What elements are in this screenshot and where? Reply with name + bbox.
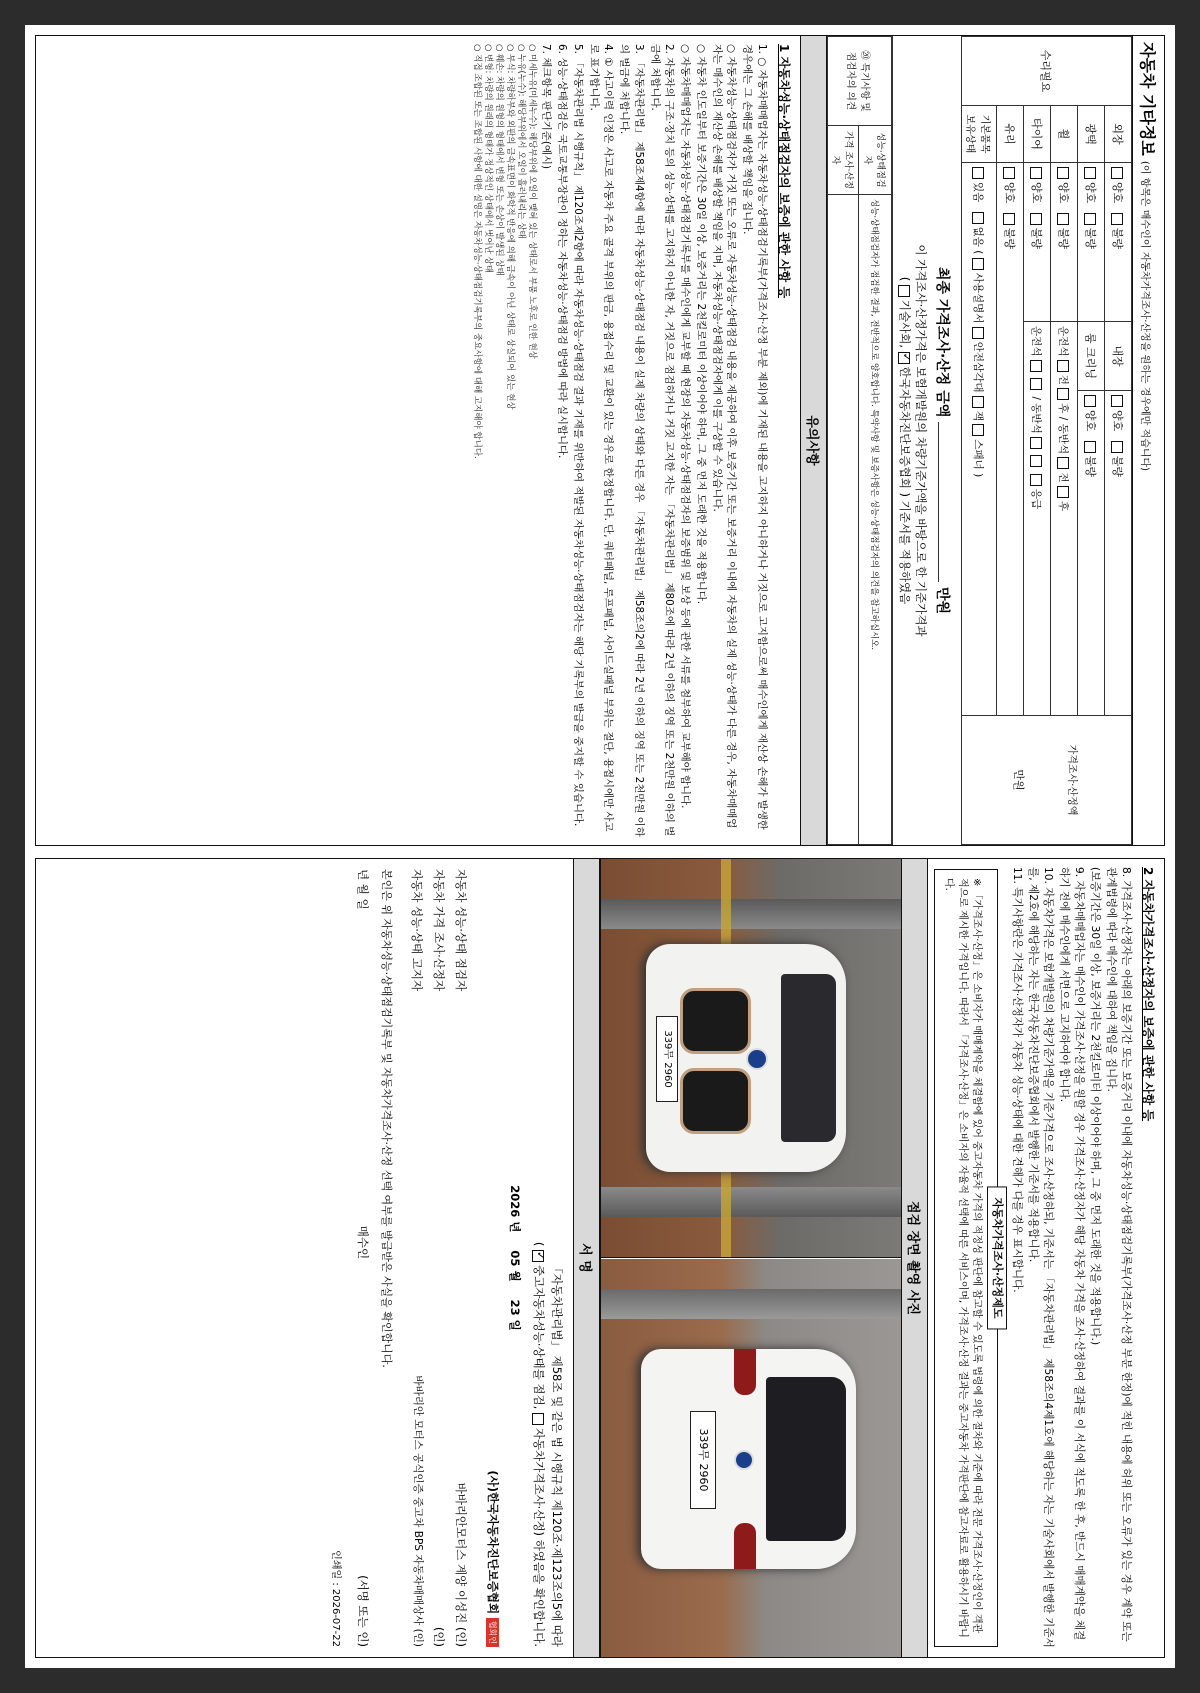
repair-row-label: 유리	[997, 106, 1024, 163]
buyer-sign: (서명 또는 인)	[356, 1575, 371, 1647]
opinion-table: ⑳ 특기사항 및 점검자의 의견 성능·상태점검자 성능·상태점검자가 점검한 결과, 전반적으로 양호합니다. 특약사항 및 보증사항은 성능·상태점검자의 의견을 참고하십시오. 가격 조사·산정자	[827, 36, 892, 845]
checkbox[interactable]	[1031, 360, 1043, 372]
checkbox[interactable]	[1084, 395, 1096, 407]
final-price-section: 최종 가격조사·산정 금액 만원 이 가격조사·산정가격은 보험개발원의 차량기준가액을 바탕으로 한 기준가격과 ( 기술사회, ✓한국자동차진단보증협회 ) 기준서를 적용하였음	[892, 36, 961, 845]
sign-statement: 「자동차관리법」 제58조 및 같은 법 시행규칙 제120조·제123조의5에 따라	[549, 1262, 564, 1647]
checkbox[interactable]	[1031, 455, 1043, 467]
checkbox[interactable]	[1111, 395, 1123, 407]
checkbox[interactable]	[1058, 457, 1070, 469]
checkbox-checked[interactable]	[532, 1250, 544, 1262]
association-seal-icon: 협회인	[486, 1618, 499, 1647]
repair-table: 수리필요 외장 양호 불량 내장 양호 불량 가격조사·산정액 만원 광택 양호 불량 룸 크리닝 양호 불량 휠 양호 불량 운전석 전 후 / 동반석 전 후 타이어 양호 불량 운전석 / 동반석 응급 유리 양호 불량 기본품목 보유상태 있음 없음 ( 사용설명서 안전삼각대 잭 스패너 )	[961, 36, 1132, 845]
checkbox[interactable]	[1058, 486, 1070, 498]
buyer-line: 년 월 일 매수인 (서명 또는 인)	[356, 869, 371, 1647]
price-system-title: 자동차가격조사·산정제도	[987, 1186, 1006, 1329]
final-price-basis: 이 가격조사·산정가격은 보험개발원의 차량기준가액을 바탕으로 한 기준가격과	[914, 244, 928, 637]
checkbox[interactable]	[973, 212, 985, 224]
price-notes-title: 2 자동차가격조사·산정자의 보증에 관한 사항 등	[1141, 867, 1155, 1122]
checkbox[interactable]	[1003, 167, 1015, 179]
front-photo	[601, 859, 901, 1258]
checkbox[interactable]	[1030, 213, 1042, 225]
checkbox[interactable]	[973, 258, 985, 270]
car-rear	[641, 1349, 856, 1569]
signer-name: 바바리안모터스 계양 이성진	[453, 1482, 468, 1624]
rear-plate: 339무 2960	[690, 1411, 716, 1509]
print-date: 인쇄일 : 2026-07-22	[330, 1550, 342, 1647]
opinion-label: 성능·상태점검자	[859, 126, 892, 195]
price-notes: 2 자동차가격조사·산정자의 보증에 관한 사항 등 8. 가격조사·산정자는 아래의 보증기간 또는 보증거리 이내에 자동차성능·상태점검기록부(가격조사·산정 부분 한정)에 적힌 내용에 허위 또는 오류가 있는 경우 계약 또는 관계법령에 따라 매수인에 대하여 책임을 집니다. (보증기간은 30일 이상, 보증거리는 2천킬로미터 이상이어야 하며, 그 중 먼저 도래한 것을 적용합니다.) 9. 자동차매매업자는 매수인이 가격조사·산정을 원할 경우 가격조사·산정자가 해당 자동차 가격을 조사·산정하여 결과를 이 서식에 적도록 한 후, 반드시 매매계약을 체결하기 전에 매수인에게 서면으로 고지하여야 합니다. 10. 자동차가격은 보험개발원의 차량기준가액을 기준가격으로 조사·산정하되, 기준서는 「자동차관리법」 제58조의4제1호에 해당하는 자는 기술사회에서 발행한 기준서를, 제2호에 해당하는 자는 한국자동차진단보증협회에서 발행한 기준서를 적용합니다. 11. 특기사항란은 가격조사·산정자가 자동차 성능·상태에 대한 견해가 다를 경우 표시합니다.	[1010, 867, 1155, 1648]
caution-notes: 1 자동차성능·상태점검자의 보증에 관한 사항 등 1. ○ 자동차매매업자는 자동차성능·상태점검기록부(가격조사·산정 부분 제외)에 기재된 내용을 고지하지 아니하거나 거짓으로 고지함으로써 매수인에게 재산상 손해가 발생한 경우에는 그 손해를 배상할 책임을 집니다. ○ 자동차성능·상태점검자가 거짓 또는 오류로 자동차성능·상태점검 내용을 제공하여 이후 보증기간 또는 보증거리 이내에 자동차의 실제 성능·상태가 다른 경우, 자동차매매업자는 매수인의 재산상 손해를 배상할 책임을 지며, 자동차성능·상태점검자에게 이를 구상할 수 있습니다. ○ 자동차 인도일부터 보증기간은 30일 이상, 보증거리는 2천킬로미터 이상이어야 하며, 그 중 먼저 도래한 것을 적용합니다. ○ 자동차매매업자는 자동차성능·상태점검기록부를 매수인에게 교부할 때 현장의 자동차성능·상태점검자의 보증범위 및 보상 등에 관한 서류를 첨부하여 교부해야 합니다. 2. 자동차의 구조·장치 등의 성능·상태를 고지하지 아니한 자, 거짓으로 점검하거나 거짓 고지한 자는 「자동차관리법」 제80조에 따라 2년 이하의 징역 또는 2천만원 이하의 벌금에 처합니다. 3. 「자동차관리법」 제58조제4항에 따라 자동차성능·상태점검 내용이 실제 차량의 상태와 다른 경우 「자동차관리법」 제58조의2에 따라 2년 이하의 징역 또는 2천만원 이하의 벌금에 처합니다. 4. ① 사고이력 인정은 사고로 자동차 주요 골격 부위의 판금, 용접수리 및 교환이 있는 경우로 한정합니다. 단, 쿼터패널, 루프패널, 사이드실패널 부위는 절단, 용접시에만 사고로 표기합니다. 5. 「자동차관리법 시행규칙」 제120조제2항에 따라 자동차성능·상태점검 결과 기재를 위반하여 적발된 자동차성능·상태점검자는 해당 기록부의 발급을 중지할 수 있습니다. 6. 성능·상태점검은 국토교통부장관이 정하는 자동차성능·상태점검 방법에 따라 실시합니다. 7. 체크항목 판단기준(예시) ○ 미세누유(미세누수): 해당부위에 오일이 맺혀 있는 상태로서 부품 노후로 인한 현상 ○ 누유(누수): 해당부위에서 오일이 흘러내리는 상태 ○ 부식: 차량하부와 외판의 금속표면이 화학적 반응에 의해 금속이 아닌 상태로 상실되어 있는 현상 ○ 훼손: 차량의 원형의 형태에서 변형 또는 손상이 발생된 상태 ○ 변형: 차량의 원래의 형태가 정상적인 상태에서 벗어난 상태 ○ 직접 조합된 또는 조합된 사항에 대한 설명은 자동차성능·상태점검기록부의 중요사항에 대해 고지해야 합니다.	[472, 44, 791, 837]
rotated-page	[25, 25, 1175, 1668]
checkbox[interactable]	[1111, 167, 1123, 179]
price-system-text: ※ 「가격조사·산정」은 소비자가 매매계약을 체결함에 있어 중고자동차 가격의 적정성 판단에 참고할 수 있도록 법령에 의한 절차와 기준에 따라 전문 가격조사·산정인이 객관적으로 제시한 가격입니다. 따라서 「가격조사·산정」은 소비자의 자율적 선택에 따른 서비스이며, 가격조사·산정 결과는 중고자동차 가격판단에 참고자료로 활용하시기 바랍니다.	[942, 878, 982, 1638]
rear-photo	[601, 1259, 901, 1657]
checkbox[interactable]	[1003, 213, 1015, 225]
signer-name: 바바리안 모터스 공식인증 중고차 BPS 자동차매매상사	[412, 1375, 425, 1626]
repair-label: 수리필요	[962, 37, 1132, 106]
car-front	[646, 944, 846, 1172]
sign-section: 「자동차관리법」 제58조 및 같은 법 시행규칙 제120조·제123조의5에 따라 ( ✓중고자동차성능·상태를 점검, 자동차가격조사·산정) 하였음을 확인합니다. 2026 년 05 월 23 일 (사)한국자동차진단보증협회 협회인 자동차 성능·상태 점검자 바바리안모터스 계양 이성진 (인) 자동차 가격 조사·산정자 (인) 자동차 성능·상태 고지자 바바리안 모터스 공식인증 중고차 BPS 자동차매매상사 (인) 본인은 위 자동차성능·상태점검기록부 및 자동차가격조사·산정 선택 여부를 발급받은 사실을 확인합니다. 년 월 일 매수인 (서명 또는 인) 인쇄일 : 2026-07-22	[322, 859, 573, 1657]
checkbox[interactable]	[973, 396, 985, 408]
checkbox[interactable]	[1058, 388, 1070, 400]
price-column: 가격조사·산정액 만원	[962, 716, 1132, 845]
association-name: (사)한국자동차진단보증협회	[485, 1470, 500, 1615]
checkbox[interactable]	[1084, 167, 1096, 179]
checkbox[interactable]	[973, 167, 985, 179]
checkbox[interactable]	[1030, 167, 1042, 179]
other-info-header	[1132, 36, 1164, 845]
repair-row-label: 외장	[1105, 106, 1132, 163]
checkbox[interactable]	[973, 327, 985, 339]
repair-row-label: 타이어	[1024, 106, 1051, 163]
checkbox[interactable]	[1031, 437, 1043, 449]
final-price-label: 최종 가격조사·산정 금액	[934, 266, 950, 418]
signer-role: 자동차 가격 조사·산정자	[431, 869, 446, 992]
checkbox[interactable]	[1058, 360, 1070, 372]
front-plate: 339무 2960	[656, 1016, 678, 1102]
basic-items-label: 기본품목	[979, 114, 990, 154]
repair-row-label: 룸 크리닝	[1078, 322, 1105, 391]
receipt-statement: 본인은 위 자동차성능·상태점검기록부 및 자동차가격조사·산정 선택 여부를 발급받은 사실을 확인합니다.	[380, 869, 394, 1368]
sign-title: 서 명	[573, 859, 600, 1657]
checkbox[interactable]	[1084, 441, 1096, 453]
checkbox[interactable]	[1057, 213, 1069, 225]
checkbox[interactable]	[532, 1413, 544, 1425]
notice-title: 1 자동차성능·상태점검자의 보증에 관한 사항 등	[777, 44, 791, 299]
section-note: (이 항목은 매수인이 자동차가격조사·산정을 원하는 경우에만 적습니다)	[1139, 160, 1150, 472]
section-title: 자동차 기타정보	[1138, 42, 1157, 156]
buyer-label: 매수인	[356, 1225, 371, 1260]
repair-row-label: 내장	[1105, 322, 1132, 391]
checkbox[interactable]	[973, 424, 985, 436]
opinion-text: 성능·상태점검자가 점검한 결과, 전반적으로 양호합니다. 특약사항 및 보증사항은 성능·상태점검자의 의견을 참고하십시오.	[859, 195, 892, 845]
photo-title: 점검 장면 촬영 사진	[901, 859, 928, 1657]
document-sheet	[25, 25, 1175, 1668]
signer-role: 자동차 성능·상태 고지자	[410, 869, 425, 992]
signer-role: 자동차 성능·상태 점검자	[453, 869, 468, 992]
checkbox[interactable]	[1111, 213, 1123, 225]
price-system-box	[934, 869, 1004, 1647]
caution-title: 유의사항	[800, 36, 827, 845]
checkbox[interactable]	[1111, 441, 1123, 453]
repair-row-label: 휠	[1051, 106, 1078, 163]
checkbox[interactable]	[899, 285, 911, 297]
checkbox[interactable]	[1031, 378, 1043, 390]
checkbox[interactable]	[1084, 213, 1096, 225]
fine-print: ○ 미세누유(미세누수): 해당부위에 오일이 맺혀 있는 상태로서 부품 노후로 인한 현상 ○ 누유(누수): 해당부위에서 오일이 흘러내리는 상태 ○ 부식: 차량하부와 외판의 금속표면이 화학적 반응에 의해 금속이 아닌 상태로 상실되어 있는 현상 ○ 훼손: 차량의 원형의 형태에서 변형 또는 손상이 발생된 상태 ○ 변형: 차량의 원래의 형태가 정상적인 상태에서 벗어난 상태 ○ 직접 조합된 또는 조합된 사항에 대한 설명은 자동차성능·상태점검기록부의 중요사항에 대해 고지해야 합니다.	[472, 44, 538, 459]
checkbox[interactable]	[1031, 474, 1043, 486]
right-panel	[35, 858, 1165, 1658]
photo-area	[600, 859, 901, 1657]
sign-date: 2026 년 05 월 23 일	[507, 1185, 522, 1331]
checkbox-checked[interactable]	[899, 352, 911, 364]
signers: 자동차 성능·상태 점검자 바바리안모터스 계양 이성진 (인) 자동차 가격 조사·산정자 (인) 자동차 성능·상태 고지자 바바리안 모터스 공식인증 중고차 BPS 자동차매매상사 (인)	[405, 869, 471, 1647]
checkbox[interactable]	[1057, 167, 1069, 179]
repair-row-label: 광택	[1078, 106, 1105, 163]
left-panel	[35, 35, 1165, 846]
special-label: ⑳ 특기사항 및	[859, 50, 871, 112]
opinion-label: 가격 조사·산정자	[828, 126, 859, 195]
